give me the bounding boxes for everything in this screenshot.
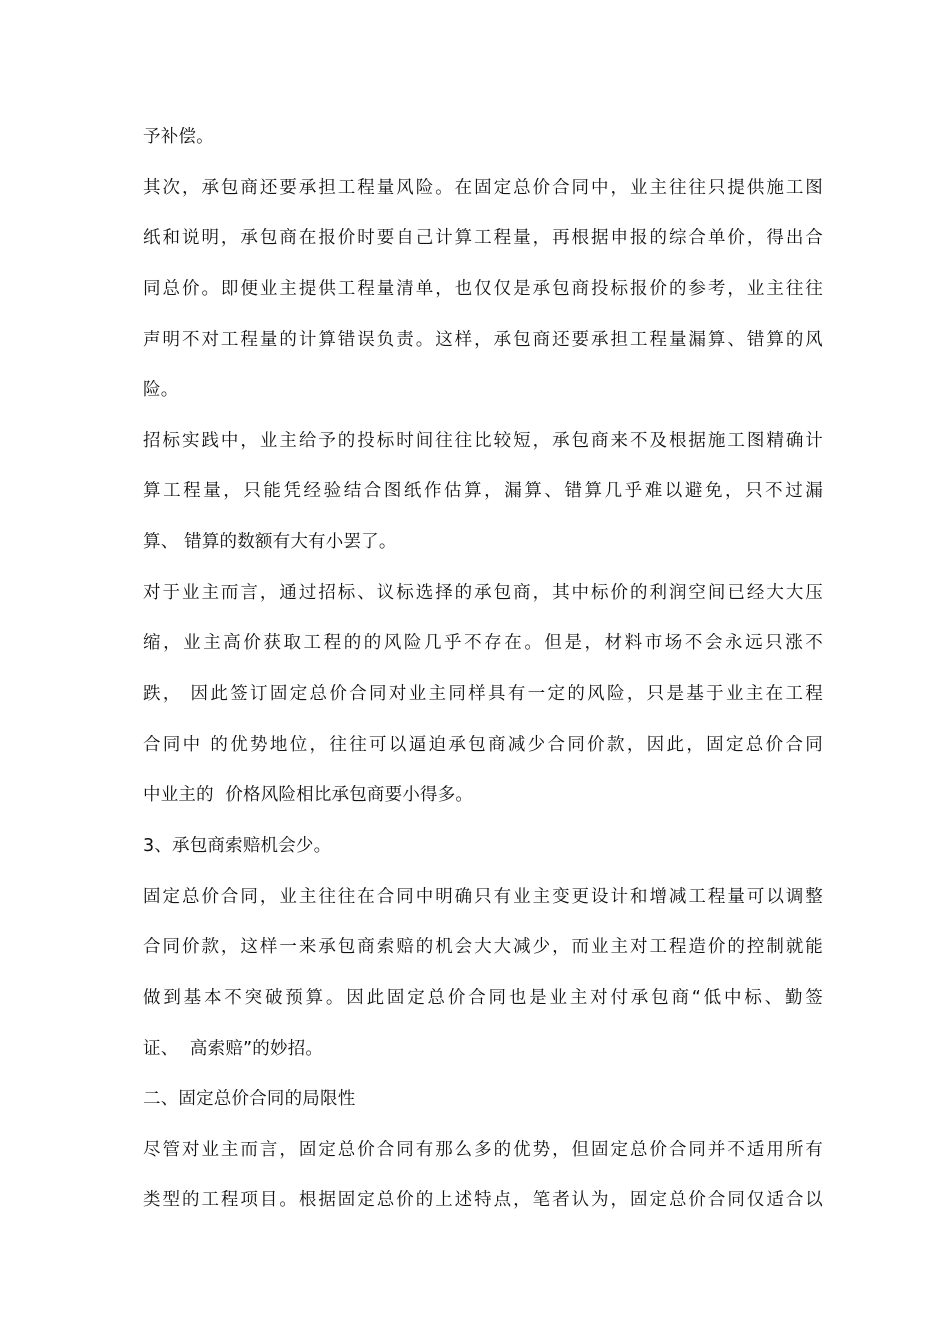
body-text [143, 112, 823, 1226]
text-line: 其次，承包商还要承担工程量风险。在固定总价合同中，业主往往只提供施工图 [143, 177, 823, 198]
section-heading: 3、承包商索赔机会少。 [143, 835, 332, 856]
text-line: 做到基本不突破预算。因此固定总价合同也是业主对付承包商“低中标、勤签 [143, 987, 823, 1008]
text-line: 中业主的 价格风险相比承包商要小得多。 [143, 785, 474, 806]
text-line: 合同中 的优势地位，往往可以逼迫承包商减少合同价款，因此，固定总价合同 [143, 734, 823, 755]
text-line: 招标实践中，业主给予的投标时间往往比较短，承包商来不及根据施工图精确计 [143, 430, 823, 451]
text-line: 算工程量，只能凭经验结合图纸作估算，漏算、错算几乎难以避免，只不过漏 [143, 481, 823, 502]
text-line: 合同价款，这样一来承包商索赔的机会大大减少，而业主对工程造价的控制就能 [143, 937, 823, 958]
text-line: 纸和说明，承包商在报价时要自己计算工程量，再根据申报的综合单价，得出合 [143, 228, 823, 249]
text-line: 险。 [143, 380, 179, 401]
text-line: 缩，业主高价获取工程的的风险几乎不存在。但是，材料市场不会永远只涨不 [143, 633, 823, 654]
text-line: 算、 错算的数额有大有小罢了。 [143, 532, 397, 553]
text-line: 予补偿。 [143, 127, 214, 147]
section-heading: 二、固定总价合同的局限性 [143, 1089, 356, 1110]
text-line: 同总价。即便业主提供工程量清单，也仅仅是承包商投标报价的参考，业主往往 [143, 278, 823, 299]
text-line: 固定总价合同，业主往往在合同中明确只有业主变更设计和增减工程量可以调整 [143, 886, 823, 907]
text-line: 对于业主而言，通过招标、议标选择的承包商，其中标价的利润空间已经大大压 [143, 582, 823, 603]
text-line: 证、 高索赔”的妙招。 [143, 1038, 324, 1059]
text-line: 尽管对业主而言，固定总价合同有那么多的优势，但固定总价合同并不适用所有 [143, 1139, 823, 1160]
text-line: 声明不对工程量的计算错误负责。这样，承包商还要承担工程量漏算、错算的风 [143, 329, 823, 350]
text-line: 类型的工程项目。根据固定总价的上述特点，笔者认为，固定总价合同仅适合以 [143, 1190, 823, 1211]
text-line: 跌， 因此签订固定总价合同对业主同样具有一定的风险，只是基于业主在工程 [143, 684, 823, 705]
